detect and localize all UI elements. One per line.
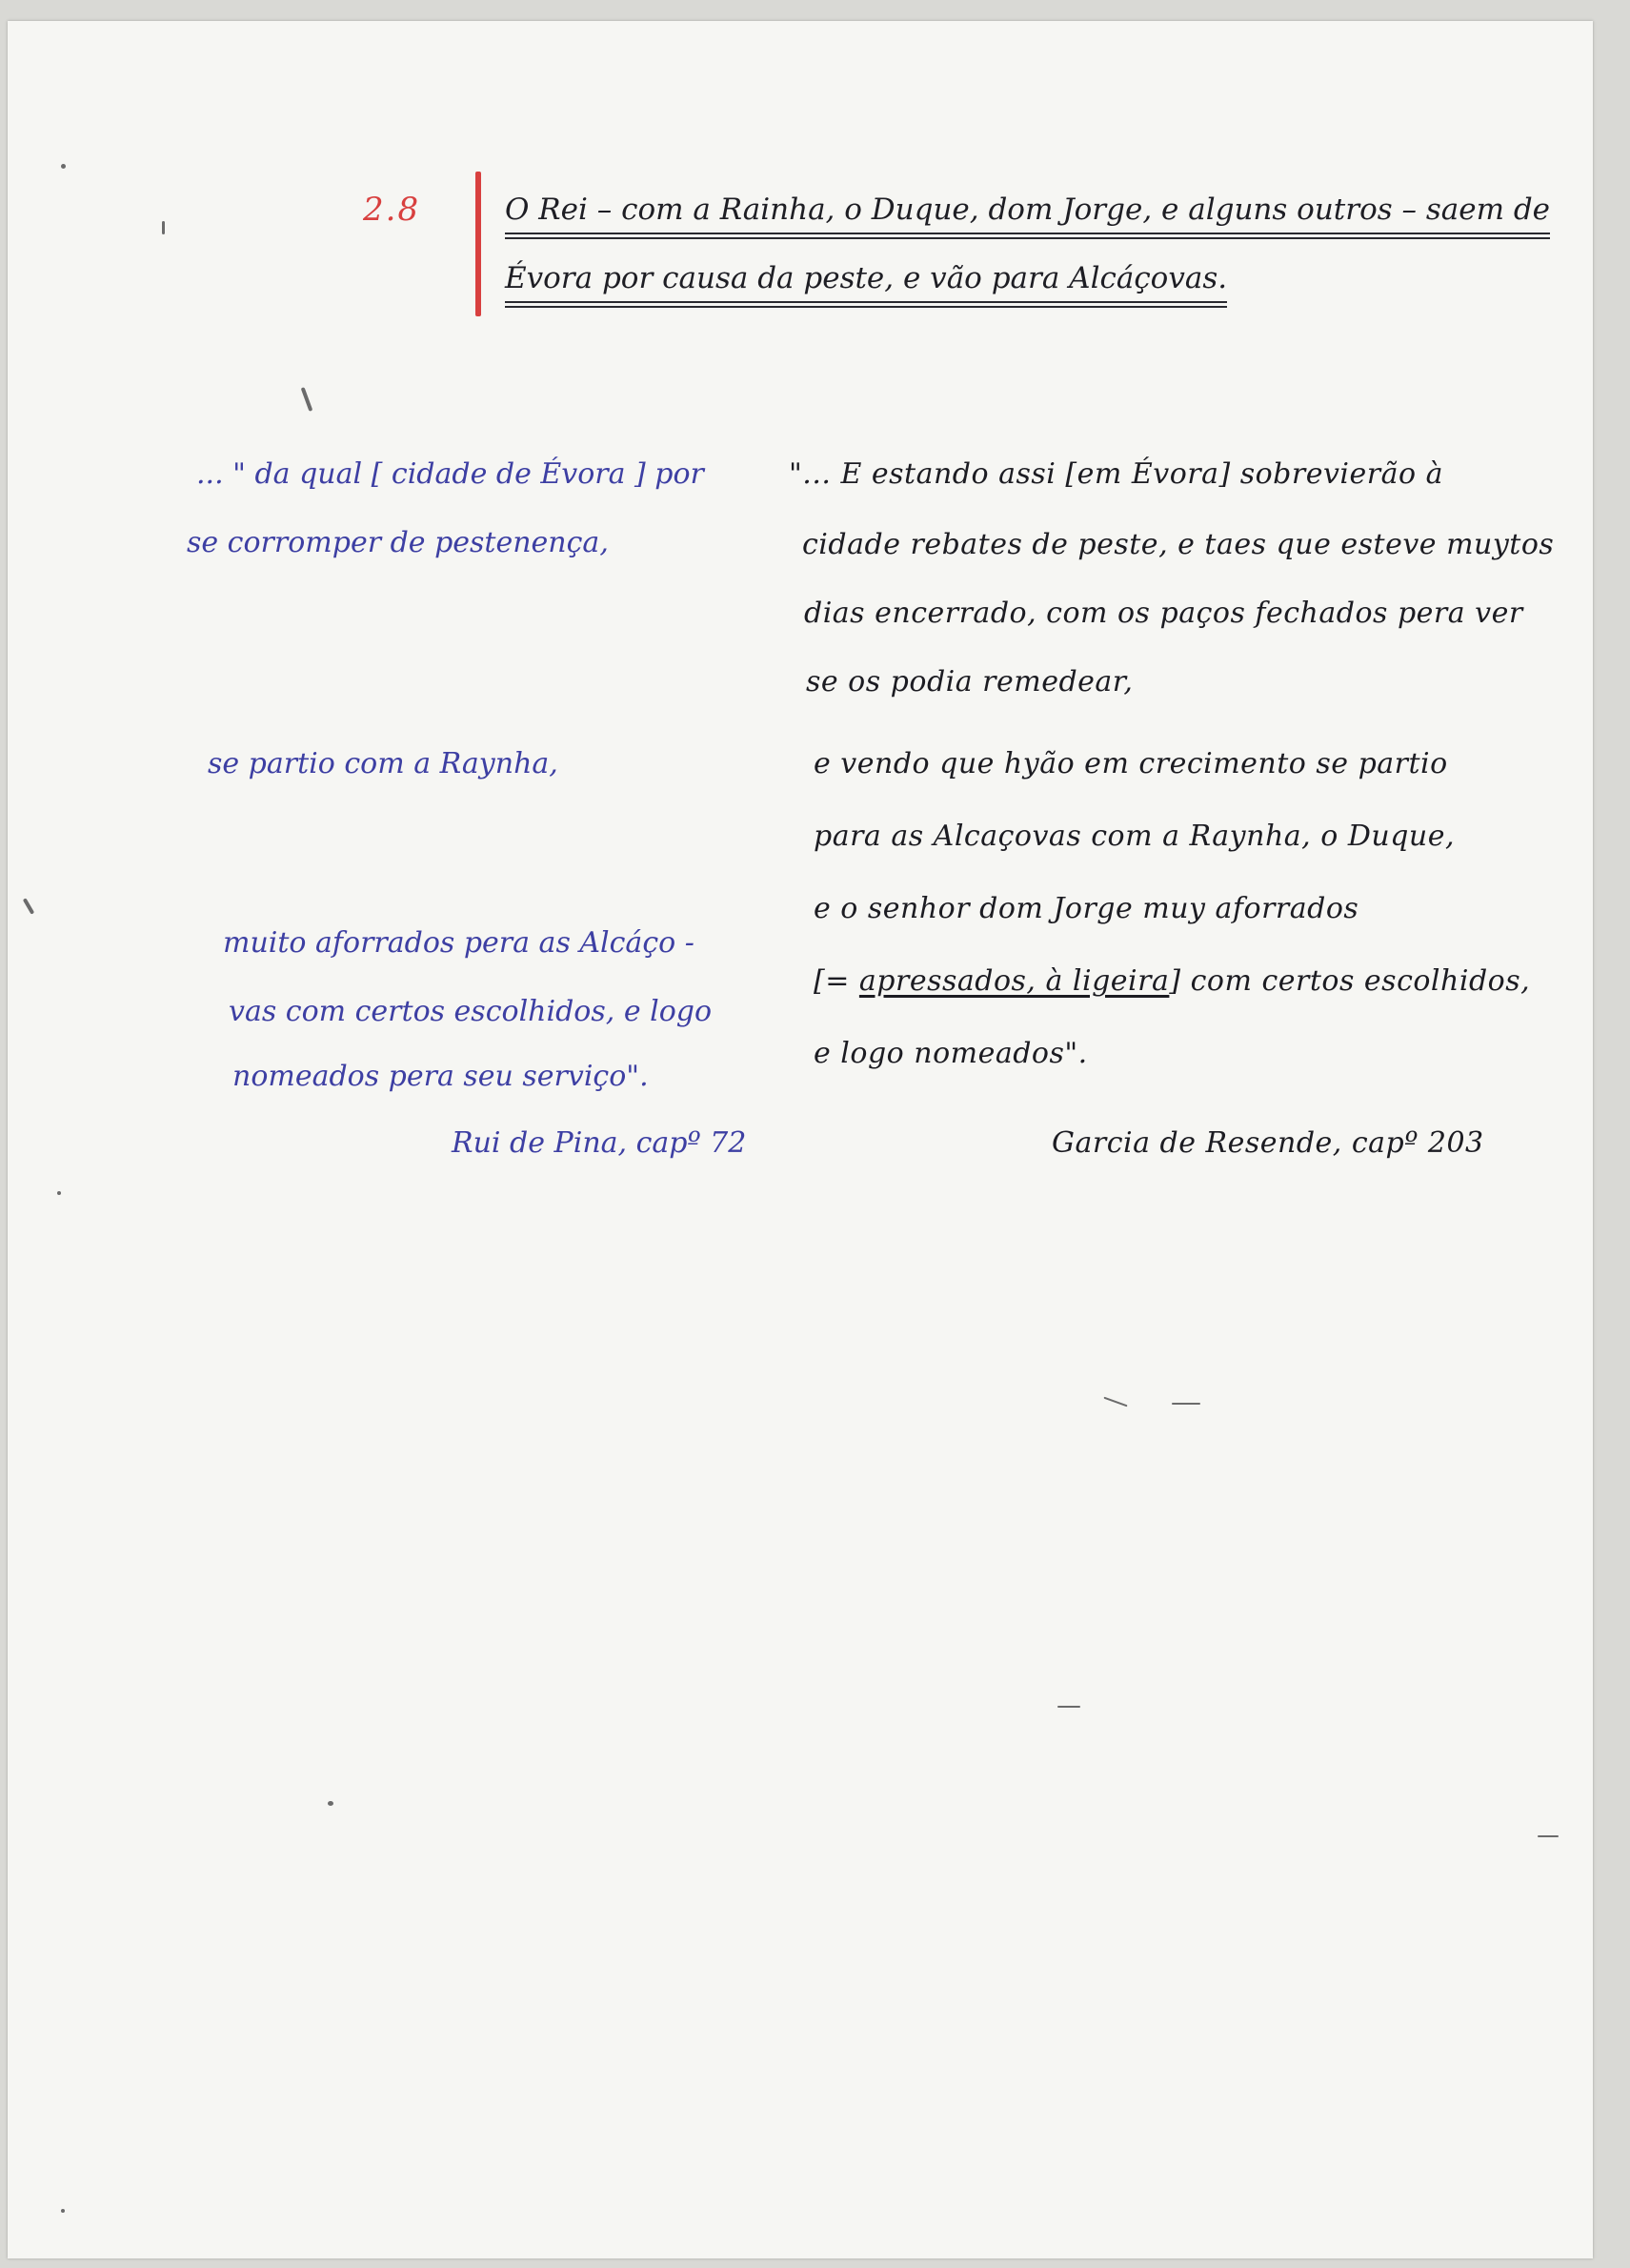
manuscript-page [8,21,1593,2258]
paper-speck [328,1801,333,1806]
left-line: se corromper de pestenença, [187,526,609,559]
heading-line-1-text: O Rei – com a Rainha, o Duque, dom Jorge, e alguns outros – saem de [505,192,1551,227]
left-line: nomeados pera seu serviço". [232,1060,649,1093]
right-line: para as Alcaçovas com a Raynha, o Duque, [814,820,1456,853]
right-line: se os podia remedear, [806,665,1134,699]
paper-speck [57,1191,61,1195]
section-number: 2.8 [363,191,421,229]
right-line: e logo nomeados". [814,1037,1088,1070]
paper-speck [61,2209,65,2213]
right-line-8 [814,964,1530,998]
left-line: se partio com a Raynha, [208,747,558,780]
paper-speck [162,221,165,234]
paper-speck [23,898,34,915]
right-source: Garcia de Resende, capº 203 [1052,1126,1484,1160]
left-line: muito aforrados pera as Alcáço - [223,926,694,960]
heading-line-2-underline [505,306,1227,308]
paper-speck [1172,1403,1200,1405]
right-line: "... E estando assi [em Évora] sobrevierão à [789,457,1443,491]
right-line: cidade rebates de peste, e taes que esteve muytos [802,528,1555,561]
bracket-open: [= [814,964,850,998]
heading-line-2-text: Évora por causa da peste, e vão para Alcáçovas. [505,261,1228,295]
line-8-rest: ] com certos escolhidos, [1169,964,1531,998]
gloss-underlined: apressados, à ligeira [858,964,1170,998]
paper-speck [1057,1706,1080,1708]
left-source: Rui de Pina, capº 72 [452,1126,747,1160]
right-line: e vendo que hyão em crecimento se partio [814,747,1448,780]
left-line: ... " da qual [ cidade de Évora ] por [196,457,704,491]
right-line: dias encerrado, com os paços fechados pera ver [804,597,1523,630]
paper-speck [61,164,66,169]
paper-speck [301,387,313,412]
red-margin-bar [475,172,481,316]
right-line: e o senhor dom Jorge muy aforrados [814,892,1359,925]
left-line: vas com certos escolhidos, e logo [229,995,713,1028]
heading-line-2 [505,261,1227,303]
heading-line-1-underline [505,237,1550,239]
heading-line-1 [505,192,1550,234]
paper-speck [1103,1397,1127,1407]
paper-speck [1538,1835,1559,1837]
